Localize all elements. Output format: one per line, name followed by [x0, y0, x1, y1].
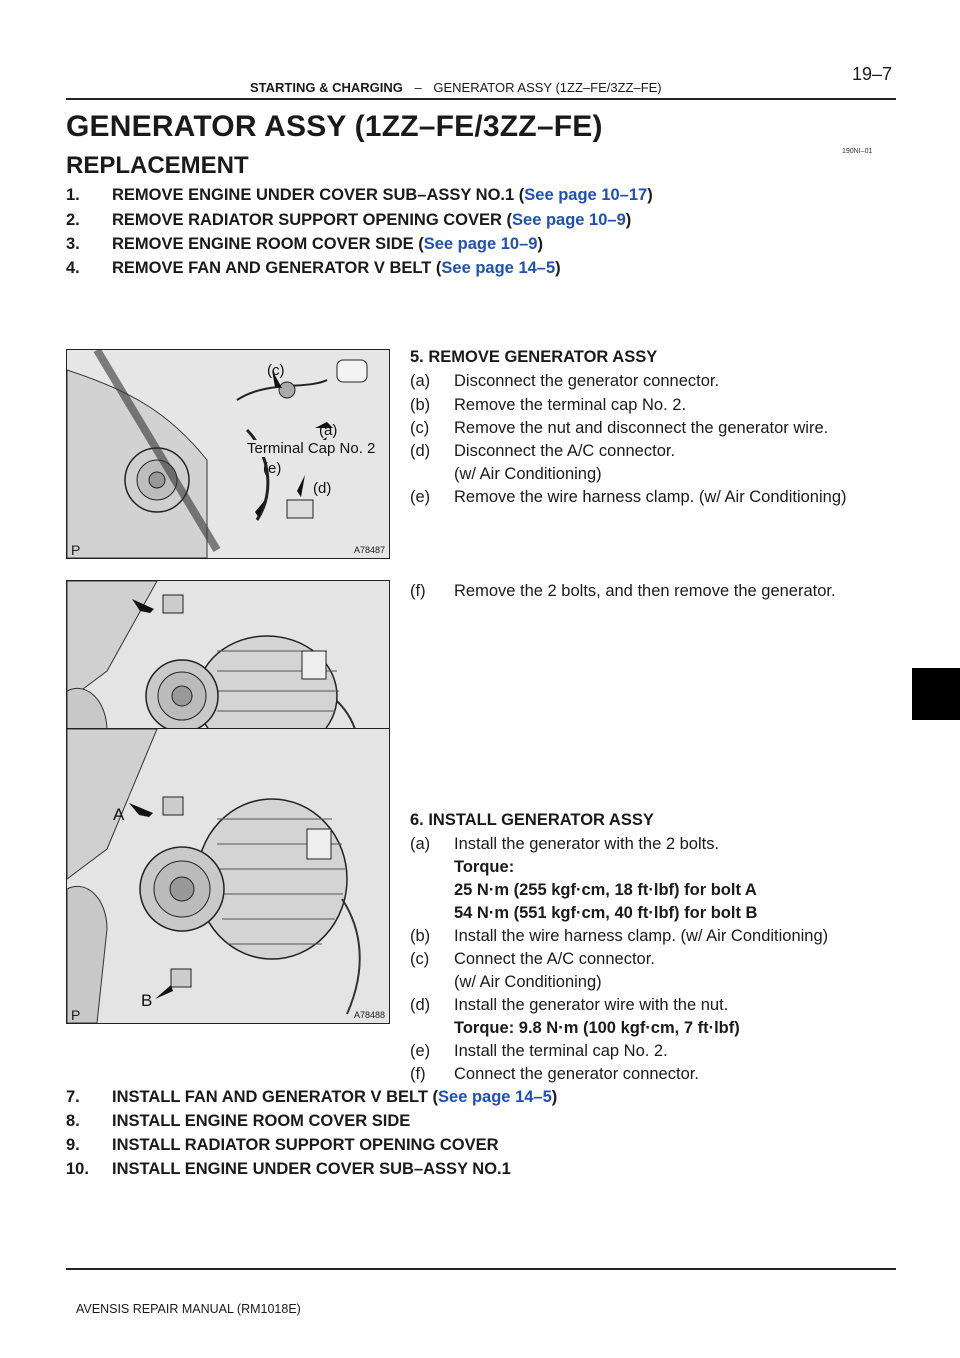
see-page-link[interactable]: See page 10–9 [423, 235, 538, 253]
step-6c-note: (w/ Air Conditioning) [454, 973, 602, 991]
step-6e: (e) Install the terminal cap No. 2. [410, 1042, 668, 1060]
header-section: STARTING & CHARGING [250, 80, 403, 95]
step-3: 3. REMOVE ENGINE ROOM COVER SIDE (See page 10–9) [66, 235, 543, 253]
header-topic: GENERATOR ASSY (1ZZ–FE/3ZZ–FE) [433, 80, 662, 95]
step-5f: (f) Remove the 2 bolts, and then remove the generator. [410, 582, 836, 600]
generator-install-illustration [67, 729, 389, 1023]
callout-terminal-cap: Terminal Cap No. 2 [247, 440, 376, 457]
footer-text: AVENSIS REPAIR MANUAL (RM1018E) [76, 1302, 301, 1316]
callout-c: (c) [267, 362, 285, 379]
step-6d-torque: Torque: 9.8 N·m (100 kgf·cm, 7 ft·lbf) [454, 1019, 740, 1037]
callout-d: (d) [313, 480, 332, 497]
torque-bolt-b: 54 N·m (551 kgf·cm, 40 ft·lbf) for bolt B [454, 904, 758, 922]
header-rule [66, 98, 896, 100]
step-5a: (a) Disconnect the generator connector. [410, 372, 720, 390]
callout-a: (a) [319, 422, 338, 439]
step-7: 7. INSTALL FAN AND GENERATOR V BELT (See page 14–5) [66, 1088, 558, 1106]
step-1: 1. REMOVE ENGINE UNDER COVER SUB–ASSY NO.1 (See page 10–17) [66, 186, 653, 204]
step-6-heading: 6. INSTALL GENERATOR ASSY [410, 811, 654, 829]
page-title: GENERATOR ASSY (1ZZ–FE/3ZZ–FE) [66, 110, 603, 143]
step-5e: (e) Remove the wire harness clamp. (w/ Air Conditioning) [410, 488, 847, 506]
see-page-link[interactable]: See page 14–5 [441, 259, 556, 277]
step-4: 4. REMOVE FAN AND GENERATOR V BELT (See page 14–5) [66, 259, 561, 277]
step-5d: (d) Disconnect the A/C connector. [410, 442, 676, 460]
torque-bolt-a: 25 N·m (255 kgf·cm, 18 ft·lbf) for bolt A [454, 881, 757, 899]
step-10: 10. INSTALL ENGINE UNDER COVER SUB–ASSY NO.1 [66, 1160, 511, 1178]
section-subtitle: REPLACEMENT [66, 152, 249, 179]
footer-rule [66, 1268, 896, 1270]
doc-id: 190NI–01 [842, 148, 873, 155]
step-6c: (c) Connect the A/C connector. [410, 950, 655, 968]
step-5c: (c) Remove the nut and disconnect the generator wire. [410, 419, 829, 437]
callout-bolt-a: A [113, 805, 125, 824]
figure-remove-wiring [66, 349, 390, 559]
page-number: 19–7 [851, 64, 892, 84]
figure-code: A78487 [353, 545, 385, 555]
figure-code: A78488 [353, 1010, 385, 1020]
step-5-heading: 5. REMOVE GENERATOR ASSY [410, 348, 658, 366]
torque-label: Torque: [454, 858, 515, 876]
header-separator: – [414, 80, 422, 95]
step-6a: (a) Install the generator with the 2 bolts. [410, 835, 720, 853]
figure-install-bolts [66, 728, 390, 1024]
step-6d: (d) Install the generator wire with the nut. [410, 996, 729, 1014]
figure-p-mark: P [71, 542, 81, 558]
callout-bolt-b: B [141, 991, 153, 1010]
step-6f: (f) Connect the generator connector. [410, 1065, 699, 1083]
section-tab-marker [912, 668, 960, 720]
step-9: 9. INSTALL RADIATOR SUPPORT OPENING COVER [66, 1136, 499, 1154]
step-6b: (b) Install the wire harness clamp. (w/ Air Conditioning) [410, 927, 829, 945]
step-8: 8. INSTALL ENGINE ROOM COVER SIDE [66, 1112, 411, 1130]
step-5d-note: (w/ Air Conditioning) [454, 465, 602, 483]
see-page-link[interactable]: See page 10–17 [524, 186, 648, 204]
see-page-link[interactable]: See page 10–9 [512, 211, 626, 229]
step-5b: (b) Remove the terminal cap No. 2. [410, 396, 687, 414]
running-header [250, 80, 662, 95]
see-page-link[interactable]: See page 14–5 [438, 1088, 552, 1106]
callout-e: (e) [263, 460, 282, 477]
step-2: 2. REMOVE RADIATOR SUPPORT OPENING COVER (See page 10–9) [66, 211, 632, 229]
figure-p-mark: P [71, 1007, 81, 1023]
